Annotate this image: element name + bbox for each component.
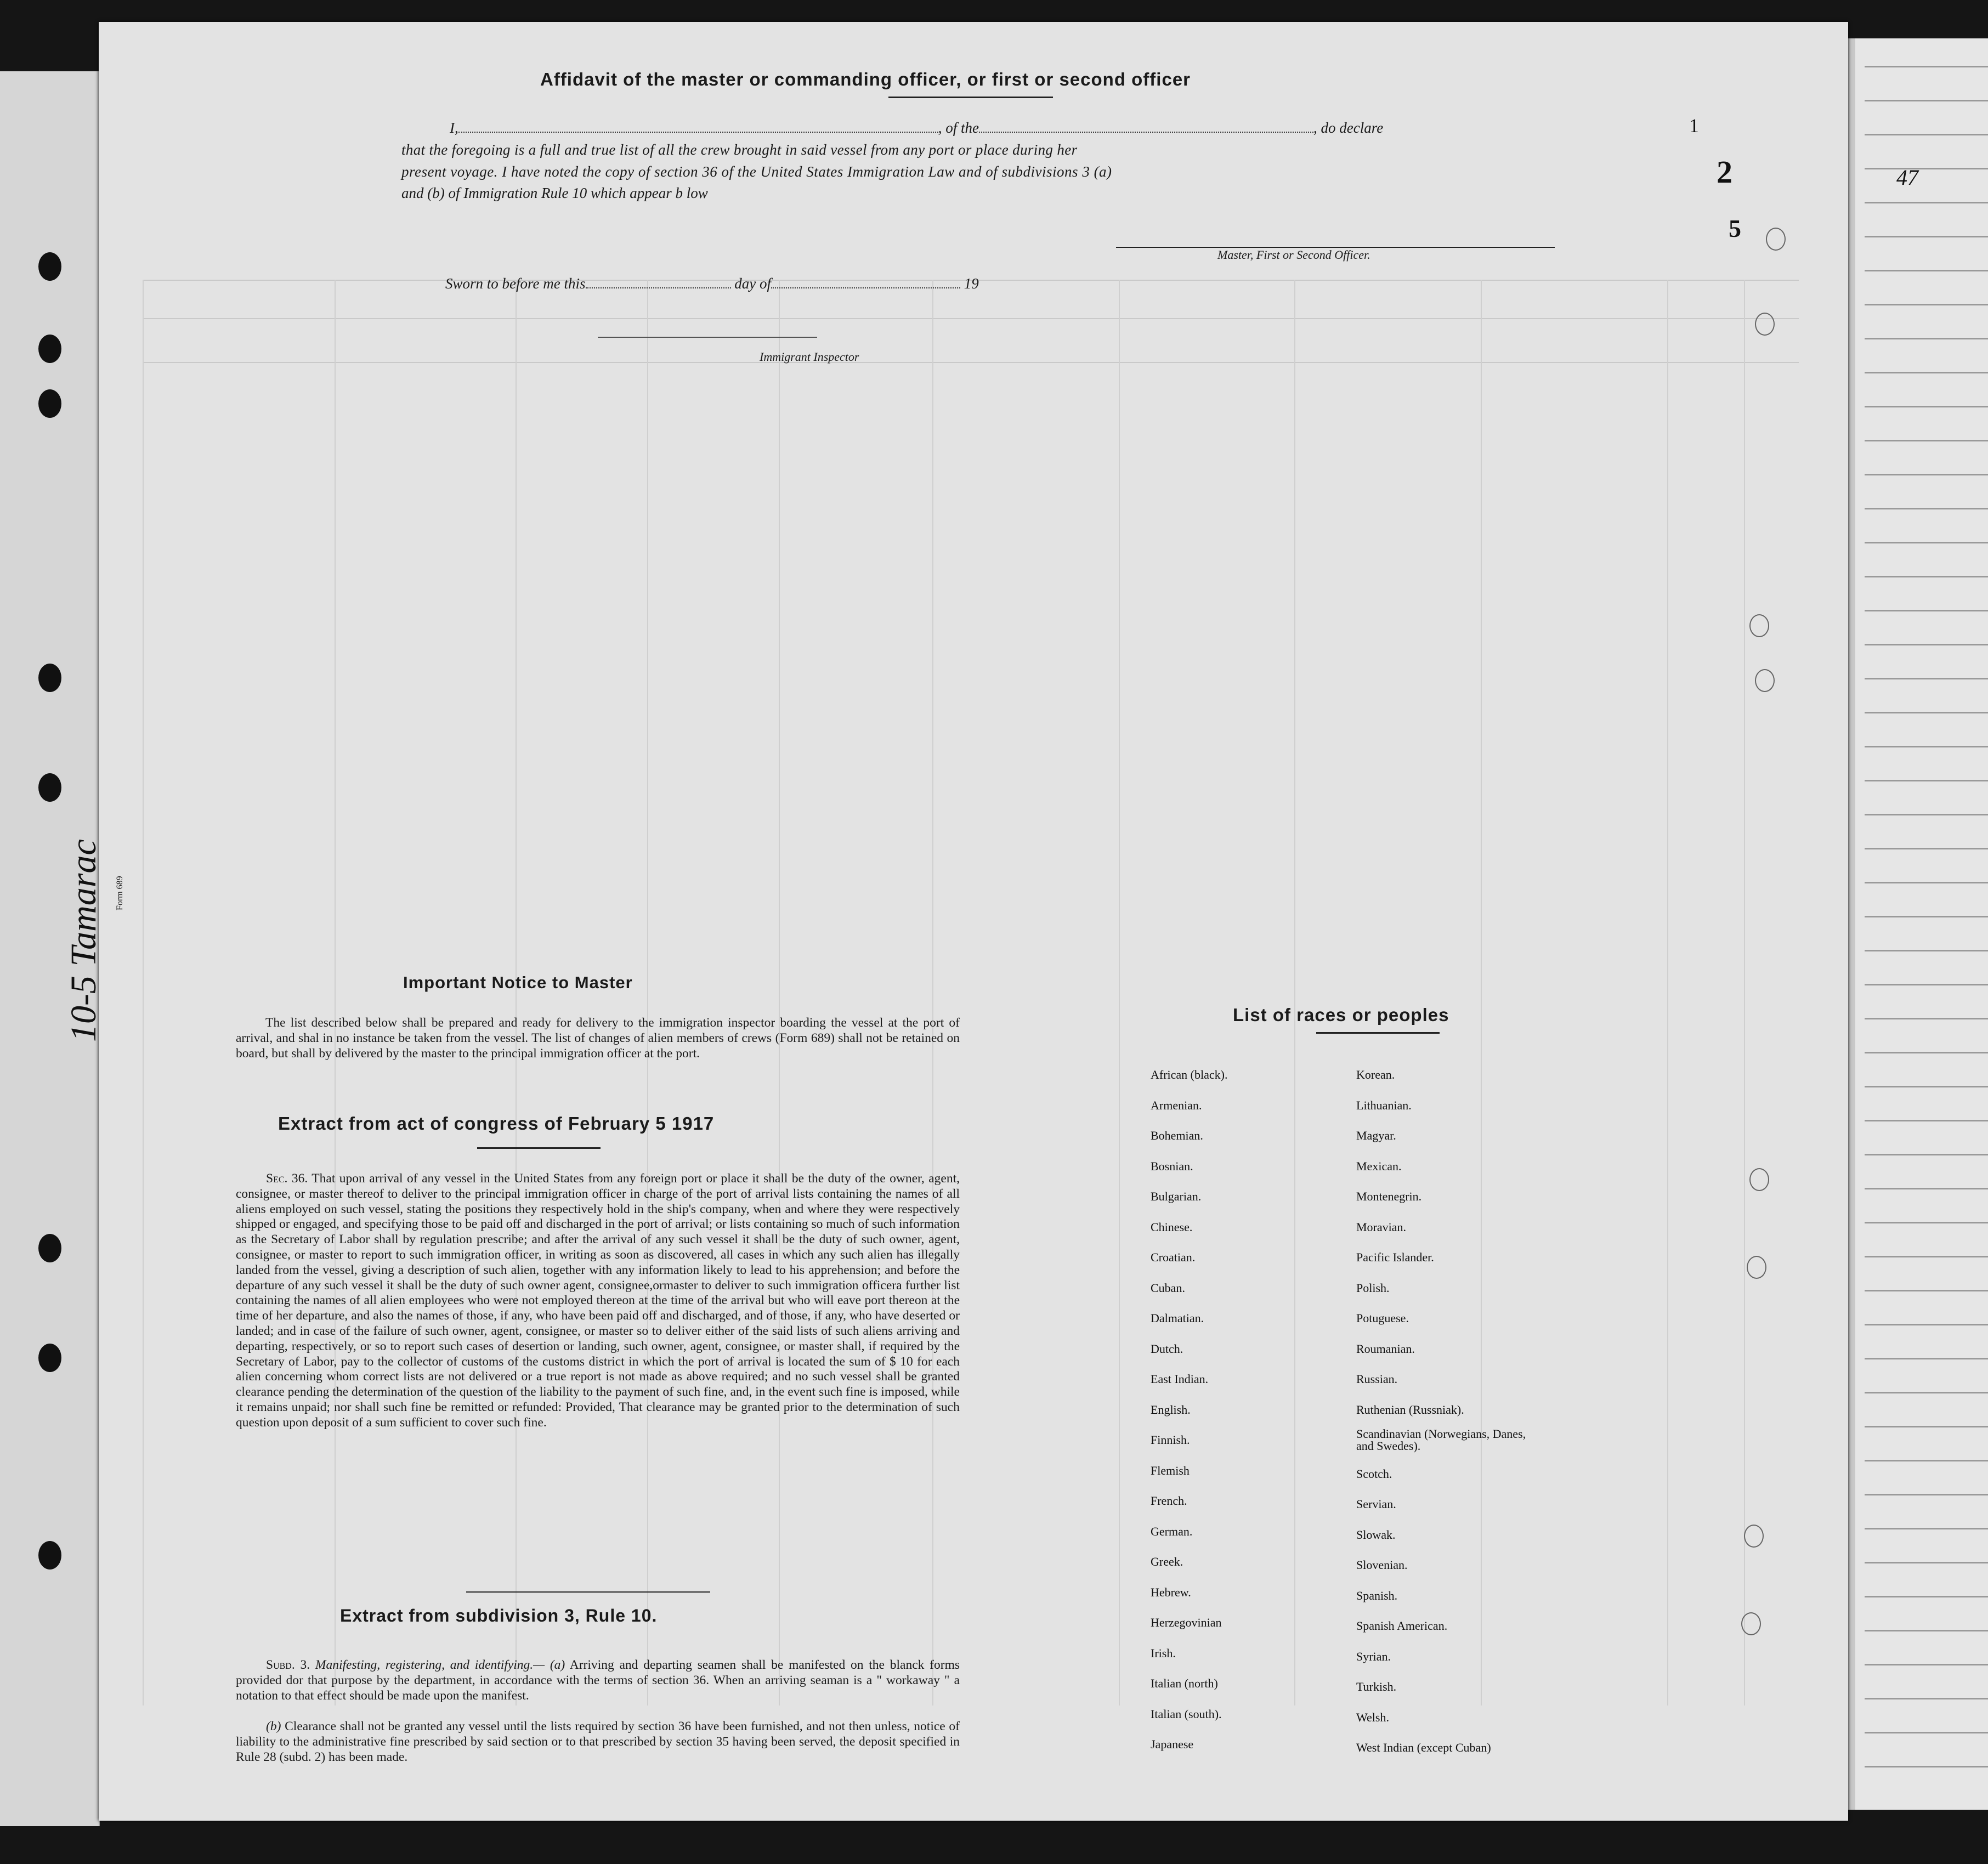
para-b-label: (b) xyxy=(266,1719,281,1733)
ledger-line xyxy=(1865,1766,1988,1767)
ledger-line xyxy=(1865,814,1988,815)
race-item: Potuguese. xyxy=(1356,1311,1409,1325)
sworn-year: 19 xyxy=(964,275,979,292)
ledger-line xyxy=(1865,1596,1988,1597)
day-blank xyxy=(586,287,731,288)
ledger-line xyxy=(1865,1494,1988,1495)
ring-mark xyxy=(1741,1612,1761,1635)
races-column-1 xyxy=(1151,1060,1227,1760)
ledger-line xyxy=(1865,1018,1988,1019)
ring-mark xyxy=(1749,614,1769,637)
subd-italic: Manifesting, registering, and identifying.— (a) xyxy=(315,1658,565,1672)
para-b-body: Clearance shall not be granted any vessel until the lists required by section 36 have been furnished, and not then unless, notice of liability to the administrative fine prescribed by said section or to that prescribed by section 35 having been served, the deposit specified in Rule 28 (subd. 2) has been made. xyxy=(236,1719,960,1764)
ledger-line xyxy=(1865,542,1988,543)
races-title-rule xyxy=(1316,1032,1440,1034)
ledger-line xyxy=(1865,746,1988,747)
ledger-line xyxy=(1865,712,1988,713)
race-item: Slowak. xyxy=(1356,1527,1396,1542)
rule-divider xyxy=(466,1591,710,1593)
race-item: Magyar. xyxy=(1356,1129,1396,1142)
form-number-label: Form 689 xyxy=(115,876,124,910)
section-label: Sec. 36. xyxy=(266,1171,308,1186)
ledger-line xyxy=(1865,1392,1988,1393)
corner-digit: 5 xyxy=(1729,214,1741,242)
ring-mark xyxy=(1749,1168,1769,1191)
master-signature-label: Master, First or Second Officer. xyxy=(1217,248,1370,262)
ledger-line xyxy=(1865,644,1988,645)
ledger-line xyxy=(1865,984,1988,985)
rule-para-a xyxy=(236,1658,960,1703)
sworn-day-of: day of xyxy=(734,275,771,292)
race-item: Bulgarian. xyxy=(1151,1189,1202,1203)
race-item: Scandinavian (Norwegians, Danes, and Swedes). xyxy=(1356,1427,1526,1453)
ledger-line xyxy=(1865,236,1988,237)
affidavit-line-3: present voyage. I have noted the copy of section 36 of the United States Immigration Law and of subdivisions 3 (a) xyxy=(401,163,1112,180)
ledger-line xyxy=(1865,1290,1988,1291)
affidavit-form xyxy=(99,22,1848,1821)
ledger-line xyxy=(1865,1426,1988,1427)
punch-hole xyxy=(38,1234,61,1262)
race-item: Turkish. xyxy=(1356,1680,1397,1693)
ledger-line xyxy=(1865,916,1988,917)
race-item: Polish. xyxy=(1356,1281,1390,1295)
punch-hole xyxy=(38,1344,61,1372)
name-blank xyxy=(458,132,938,133)
race-item: African (black). xyxy=(1151,1068,1228,1081)
ledger-line xyxy=(1865,134,1988,135)
race-item: Croatian. xyxy=(1151,1250,1196,1264)
race-item: Ruthenian (Russniak). xyxy=(1356,1402,1464,1417)
ledger-line xyxy=(1865,66,1988,67)
affidavit-line-4: and (b) of Immigration Rule 10 which appear b low xyxy=(401,185,708,201)
vessel-blank xyxy=(979,132,1313,133)
race-item: Dutch. xyxy=(1151,1341,1183,1356)
race-item: Hebrew. xyxy=(1151,1585,1191,1599)
ring-mark xyxy=(1766,228,1786,251)
inspector-signature-line xyxy=(598,337,817,338)
ledger-line xyxy=(1865,168,1988,169)
rule-extract-title: Extract from subdivision 3, Rule 10. xyxy=(340,1606,658,1625)
ledger-line xyxy=(1865,440,1988,441)
ring-mark xyxy=(1744,1525,1764,1548)
punch-hole xyxy=(38,252,61,281)
ledger-line xyxy=(1865,1120,1988,1121)
sworn-prefix: Sworn to before me this xyxy=(445,275,586,292)
corner-digit-top: 2 xyxy=(1717,154,1732,190)
ledger-line xyxy=(1865,780,1988,781)
ledger-line xyxy=(1865,1222,1988,1223)
ledger-line xyxy=(1865,1562,1988,1563)
tick-mark: 1 xyxy=(1689,115,1699,137)
ledger-line xyxy=(1865,1630,1988,1631)
ledger-line xyxy=(1865,372,1988,373)
title-rule xyxy=(888,97,1053,98)
ledger-line xyxy=(1865,474,1988,475)
ledger-line xyxy=(1865,1256,1988,1257)
race-item: French. xyxy=(1151,1494,1187,1508)
ledger-line xyxy=(1865,950,1988,951)
race-item: Dalmatian. xyxy=(1151,1311,1204,1325)
affidavit-title: Affidavit of the master or commanding officer, or first or second officer xyxy=(540,69,1191,89)
ledger-line xyxy=(1865,1086,1988,1087)
ledger-line xyxy=(1865,1358,1988,1359)
race-item: Moravian. xyxy=(1356,1220,1407,1234)
sworn-line xyxy=(445,275,979,292)
race-item: West Indian (except Cuban) xyxy=(1356,1741,1491,1754)
act-extract-title: Extract from act of congress of February 5 1917 xyxy=(278,1113,715,1134)
para-a-body: Arriving and departing seamen shall be manifested on the blanck forms provided dor that purpose by the department, in accordance with the terms of section 36. When an arriving seaman is a " workaway " a notation to that effect should be made upon the manifest. xyxy=(236,1658,960,1703)
ring-mark xyxy=(1747,1256,1766,1279)
ring-mark xyxy=(1755,669,1775,692)
race-item: Korean. xyxy=(1356,1068,1395,1081)
race-item: Pacific Islander. xyxy=(1356,1250,1434,1264)
race-item: Bohemian. xyxy=(1151,1129,1203,1142)
ledger-line xyxy=(1865,1188,1988,1189)
section-body: That upon arrival of any vessel in the United States from any foreign port or place it shall be the duty of the owner, agent, consignee, or master thereof to deliver to the principal immigration officer in charge of the port of arrival lists containing the names of all aliens employed on such vessel, stating the positions they respectively hold in the ship's company, when and where they were respectively shipped or engaged, and specifying those to be paid off and discharged in the port of arrival; or lists containing so much of such information as the Secretary of Labor shall by regulation prescribe; and after the arrival of any such vessel it shall be the duty of such owner, agent, consignee, or master to report to such immigration officer, in writing as soon as discovered, all cases in which any such alien has illegally landed from the vessel, giving a description of such alien, together with any information likely to lead to his apprehension; and before the departure of any such vessel it shall be the duty of such owner agent, consignee,ormaster to deliver to such immigration officera further list containing the names of all alien employees who were not employed thereon at the time of the arrival but who will eave port thereon at the time of her departure, and also the names of those, if any, who have been paid off and discharged, and of those, if any, who have deserted or landed; and in case of the failure of such owner, agent, consignee, or master so to deliver either of the said lists of such aliens arriving and departing, respectively, or so to report such cases of desertion or landing, such owner, agent, consignee, or master shall, if required by the Secretary of Labor, pay to the collector of customs of the customs district in which the port of arrival is located the sum of $ 10 for each alien concerning whom correct lists are not delivered or a true report is not made as above required; and no such vessel shall be granted clearance pending the determination of the question of the liability to the payment of such fine, and, in the event such fine is imposed, while it remains unpaid; nor shall such fine be remitted or refunded: Provided, That clearance may be granted prior to the determination of such question upon deposit of a sum sufficient to cover such fine. xyxy=(236,1171,960,1430)
affidavit-line-1: I, , of the , do declare xyxy=(450,120,1384,136)
ledger-line xyxy=(1865,1154,1988,1155)
race-item: English. xyxy=(1151,1402,1191,1417)
race-item: Japanese xyxy=(1151,1737,1194,1751)
page-number: 47 xyxy=(1896,165,1918,190)
ledger-line xyxy=(1865,1528,1988,1529)
punch-hole xyxy=(38,664,61,692)
races-title: List of races or peoples xyxy=(1233,1005,1449,1025)
handwritten-margin-note: 10-5 Tamarac xyxy=(64,839,104,1042)
ledger-line xyxy=(1865,1460,1988,1461)
punch-hole xyxy=(38,1541,61,1570)
punch-hole xyxy=(38,389,61,418)
race-item: Herzegovinian xyxy=(1151,1616,1222,1629)
act-title-rule xyxy=(477,1147,601,1149)
race-item: Roumanian. xyxy=(1356,1341,1415,1356)
race-item: Armenian. xyxy=(1151,1098,1202,1112)
race-item: Spanish. xyxy=(1356,1588,1398,1602)
ledger-line xyxy=(1865,1324,1988,1325)
affidavit-i: I, xyxy=(450,120,458,136)
race-item: Flemish xyxy=(1151,1463,1190,1477)
race-item: Scotch. xyxy=(1356,1466,1392,1481)
ring-mark xyxy=(1755,313,1775,336)
affidavit-do-declare: do declare xyxy=(1321,120,1384,136)
ledger-line xyxy=(1865,100,1988,101)
punch-hole xyxy=(38,773,61,802)
month-blank xyxy=(771,287,960,288)
inspector-label: Immigrant Inspector xyxy=(760,350,859,364)
race-item: Irish. xyxy=(1151,1646,1176,1660)
race-item: Mexican. xyxy=(1356,1159,1402,1173)
ledger-line xyxy=(1865,202,1988,203)
race-item: German. xyxy=(1151,1524,1193,1538)
ledger-line xyxy=(1865,338,1988,339)
race-item: East Indian. xyxy=(1151,1372,1209,1386)
act-extract-text xyxy=(236,1171,960,1431)
ledger-line xyxy=(1865,508,1988,509)
race-item: Spanish American. xyxy=(1356,1619,1448,1633)
notice-text: The list described below shall be prepared and ready for delivery to the immigration inspector boarding the vessel at the port of arrival, and shal in no instance be taken from the vessel. The list of changes of alien members of crews (Form 689) shall not be retained on board, but shall by delivered by the master to the principal immigration officer at the port. xyxy=(236,1016,960,1061)
punch-hole xyxy=(38,335,61,363)
ledger-line xyxy=(1865,848,1988,849)
affidavit-of-the: of the xyxy=(945,120,979,136)
race-item: Lithuanian. xyxy=(1356,1098,1412,1112)
race-item: Bosnian. xyxy=(1151,1159,1193,1173)
race-item: Italian (north) xyxy=(1151,1676,1218,1690)
ledger-line xyxy=(1865,610,1988,611)
notice-title: Important Notice to Master xyxy=(403,973,633,992)
races-column-2 xyxy=(1356,1060,1537,1763)
race-item: Montenegrin. xyxy=(1356,1189,1422,1203)
ledger-line xyxy=(1865,1698,1988,1699)
ledger-line xyxy=(1865,304,1988,305)
race-item: Servian. xyxy=(1356,1497,1396,1511)
ledger-line xyxy=(1865,678,1988,679)
race-item: Cuban. xyxy=(1151,1281,1185,1295)
ledger-line xyxy=(1865,1052,1988,1053)
race-item: Italian (south). xyxy=(1151,1707,1222,1721)
ledger-line xyxy=(1865,1664,1988,1665)
race-item: Finnish. xyxy=(1151,1433,1190,1447)
rule-para-b xyxy=(236,1719,960,1765)
race-item: Greek. xyxy=(1151,1555,1183,1568)
affidavit-line-2: that the foregoing is a full and true list of all the crew brought in said vessel from any port or place during her xyxy=(401,141,1078,158)
ledger-line xyxy=(1865,576,1988,577)
race-item: Chinese. xyxy=(1151,1220,1193,1234)
ledger-line xyxy=(1865,1732,1988,1733)
subd-label: Subd. 3. xyxy=(266,1658,310,1672)
ledger-line xyxy=(1865,406,1988,407)
ledger-line xyxy=(1865,270,1988,271)
race-item: Welsh. xyxy=(1356,1710,1389,1724)
race-item: Syrian. xyxy=(1356,1649,1391,1663)
race-item: Russian. xyxy=(1356,1372,1398,1386)
race-item: Slovenian. xyxy=(1356,1558,1408,1572)
ledger-line xyxy=(1865,882,1988,883)
